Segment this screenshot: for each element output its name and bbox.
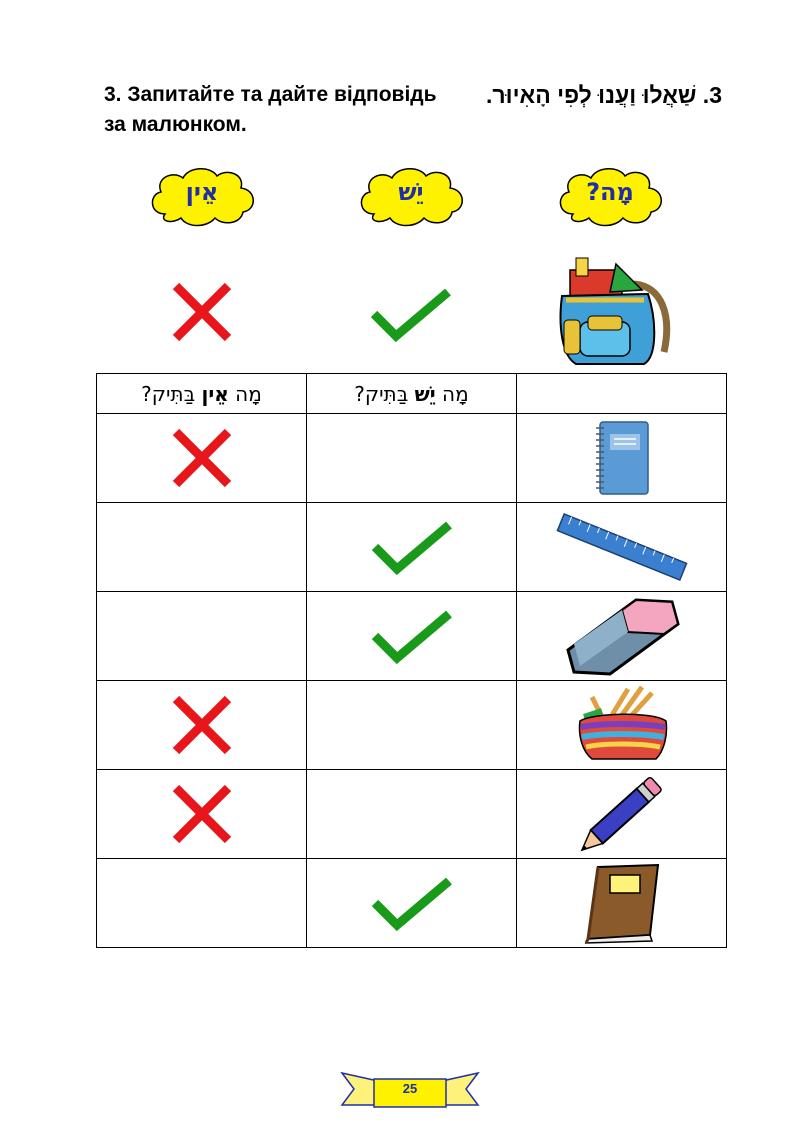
eraser-icon xyxy=(562,594,682,678)
page-number: 25 xyxy=(402,1081,418,1096)
in-bag-cell xyxy=(307,503,517,592)
table-row xyxy=(97,770,727,859)
item-cell xyxy=(517,770,727,859)
in-bag-cell xyxy=(307,770,517,859)
check-icon xyxy=(371,875,453,931)
cloud-there-is xyxy=(354,164,468,228)
cloud-what xyxy=(553,164,667,228)
cloud-label: אֵין xyxy=(185,178,219,206)
header-text: מָה xyxy=(435,381,469,406)
ruler-icon xyxy=(552,512,692,582)
item-cell xyxy=(517,414,727,503)
items-table xyxy=(96,373,727,948)
not-in-bag-cell xyxy=(97,681,307,770)
item-cell xyxy=(517,681,727,770)
in-bag-cell xyxy=(307,681,517,770)
header-in-bag xyxy=(307,374,517,414)
table-row xyxy=(97,414,727,503)
header-bold-word: יֵשׁ xyxy=(414,381,436,406)
cross-icon xyxy=(170,695,234,755)
in-bag-cell xyxy=(307,414,517,503)
check-icon xyxy=(370,286,452,342)
page-number-badge xyxy=(340,1067,480,1111)
exercise-heading-hebrew: 3. שַׁאֲלוּ וַעֲנוּ לְפִי הָאִיוּר. xyxy=(486,82,722,108)
check-icon xyxy=(371,519,453,575)
check-icon xyxy=(371,608,453,664)
header-not-in-bag xyxy=(97,374,307,414)
cross-icon xyxy=(170,784,234,844)
header-bold-word: אֵין xyxy=(201,381,229,406)
item-cell xyxy=(517,503,727,592)
cloud-label: יֵשׁ xyxy=(398,178,424,206)
backpack-icon xyxy=(552,256,680,368)
pencil-case-icon xyxy=(572,685,672,765)
header-text: בַּתִּיק? xyxy=(354,381,415,406)
table-row xyxy=(97,681,727,770)
exercise-heading-ukrainian: 3. Запитайте та дайте відповідь за малюнком. xyxy=(104,83,437,136)
header-text: בַּתִּיק? xyxy=(141,381,202,406)
in-bag-cell xyxy=(307,859,517,948)
cloud-label: מָה? xyxy=(586,178,634,206)
table-header-row xyxy=(97,374,727,414)
pencil-icon xyxy=(574,771,670,857)
book-icon xyxy=(580,861,664,945)
cloud-there-is-not xyxy=(145,164,259,228)
not-in-bag-cell xyxy=(97,859,307,948)
cross-icon xyxy=(170,282,234,342)
table-row xyxy=(97,592,727,681)
item-cell xyxy=(517,592,727,681)
in-bag-cell xyxy=(307,592,517,681)
not-in-bag-cell xyxy=(97,414,307,503)
header-text: מָה xyxy=(228,381,262,406)
not-in-bag-cell xyxy=(97,503,307,592)
not-in-bag-cell xyxy=(97,592,307,681)
table-row xyxy=(97,503,727,592)
item-cell xyxy=(517,859,727,948)
notebook-icon xyxy=(592,420,652,496)
header-item xyxy=(517,374,727,414)
not-in-bag-cell xyxy=(97,770,307,859)
cross-icon xyxy=(170,428,234,488)
table-row xyxy=(97,859,727,948)
